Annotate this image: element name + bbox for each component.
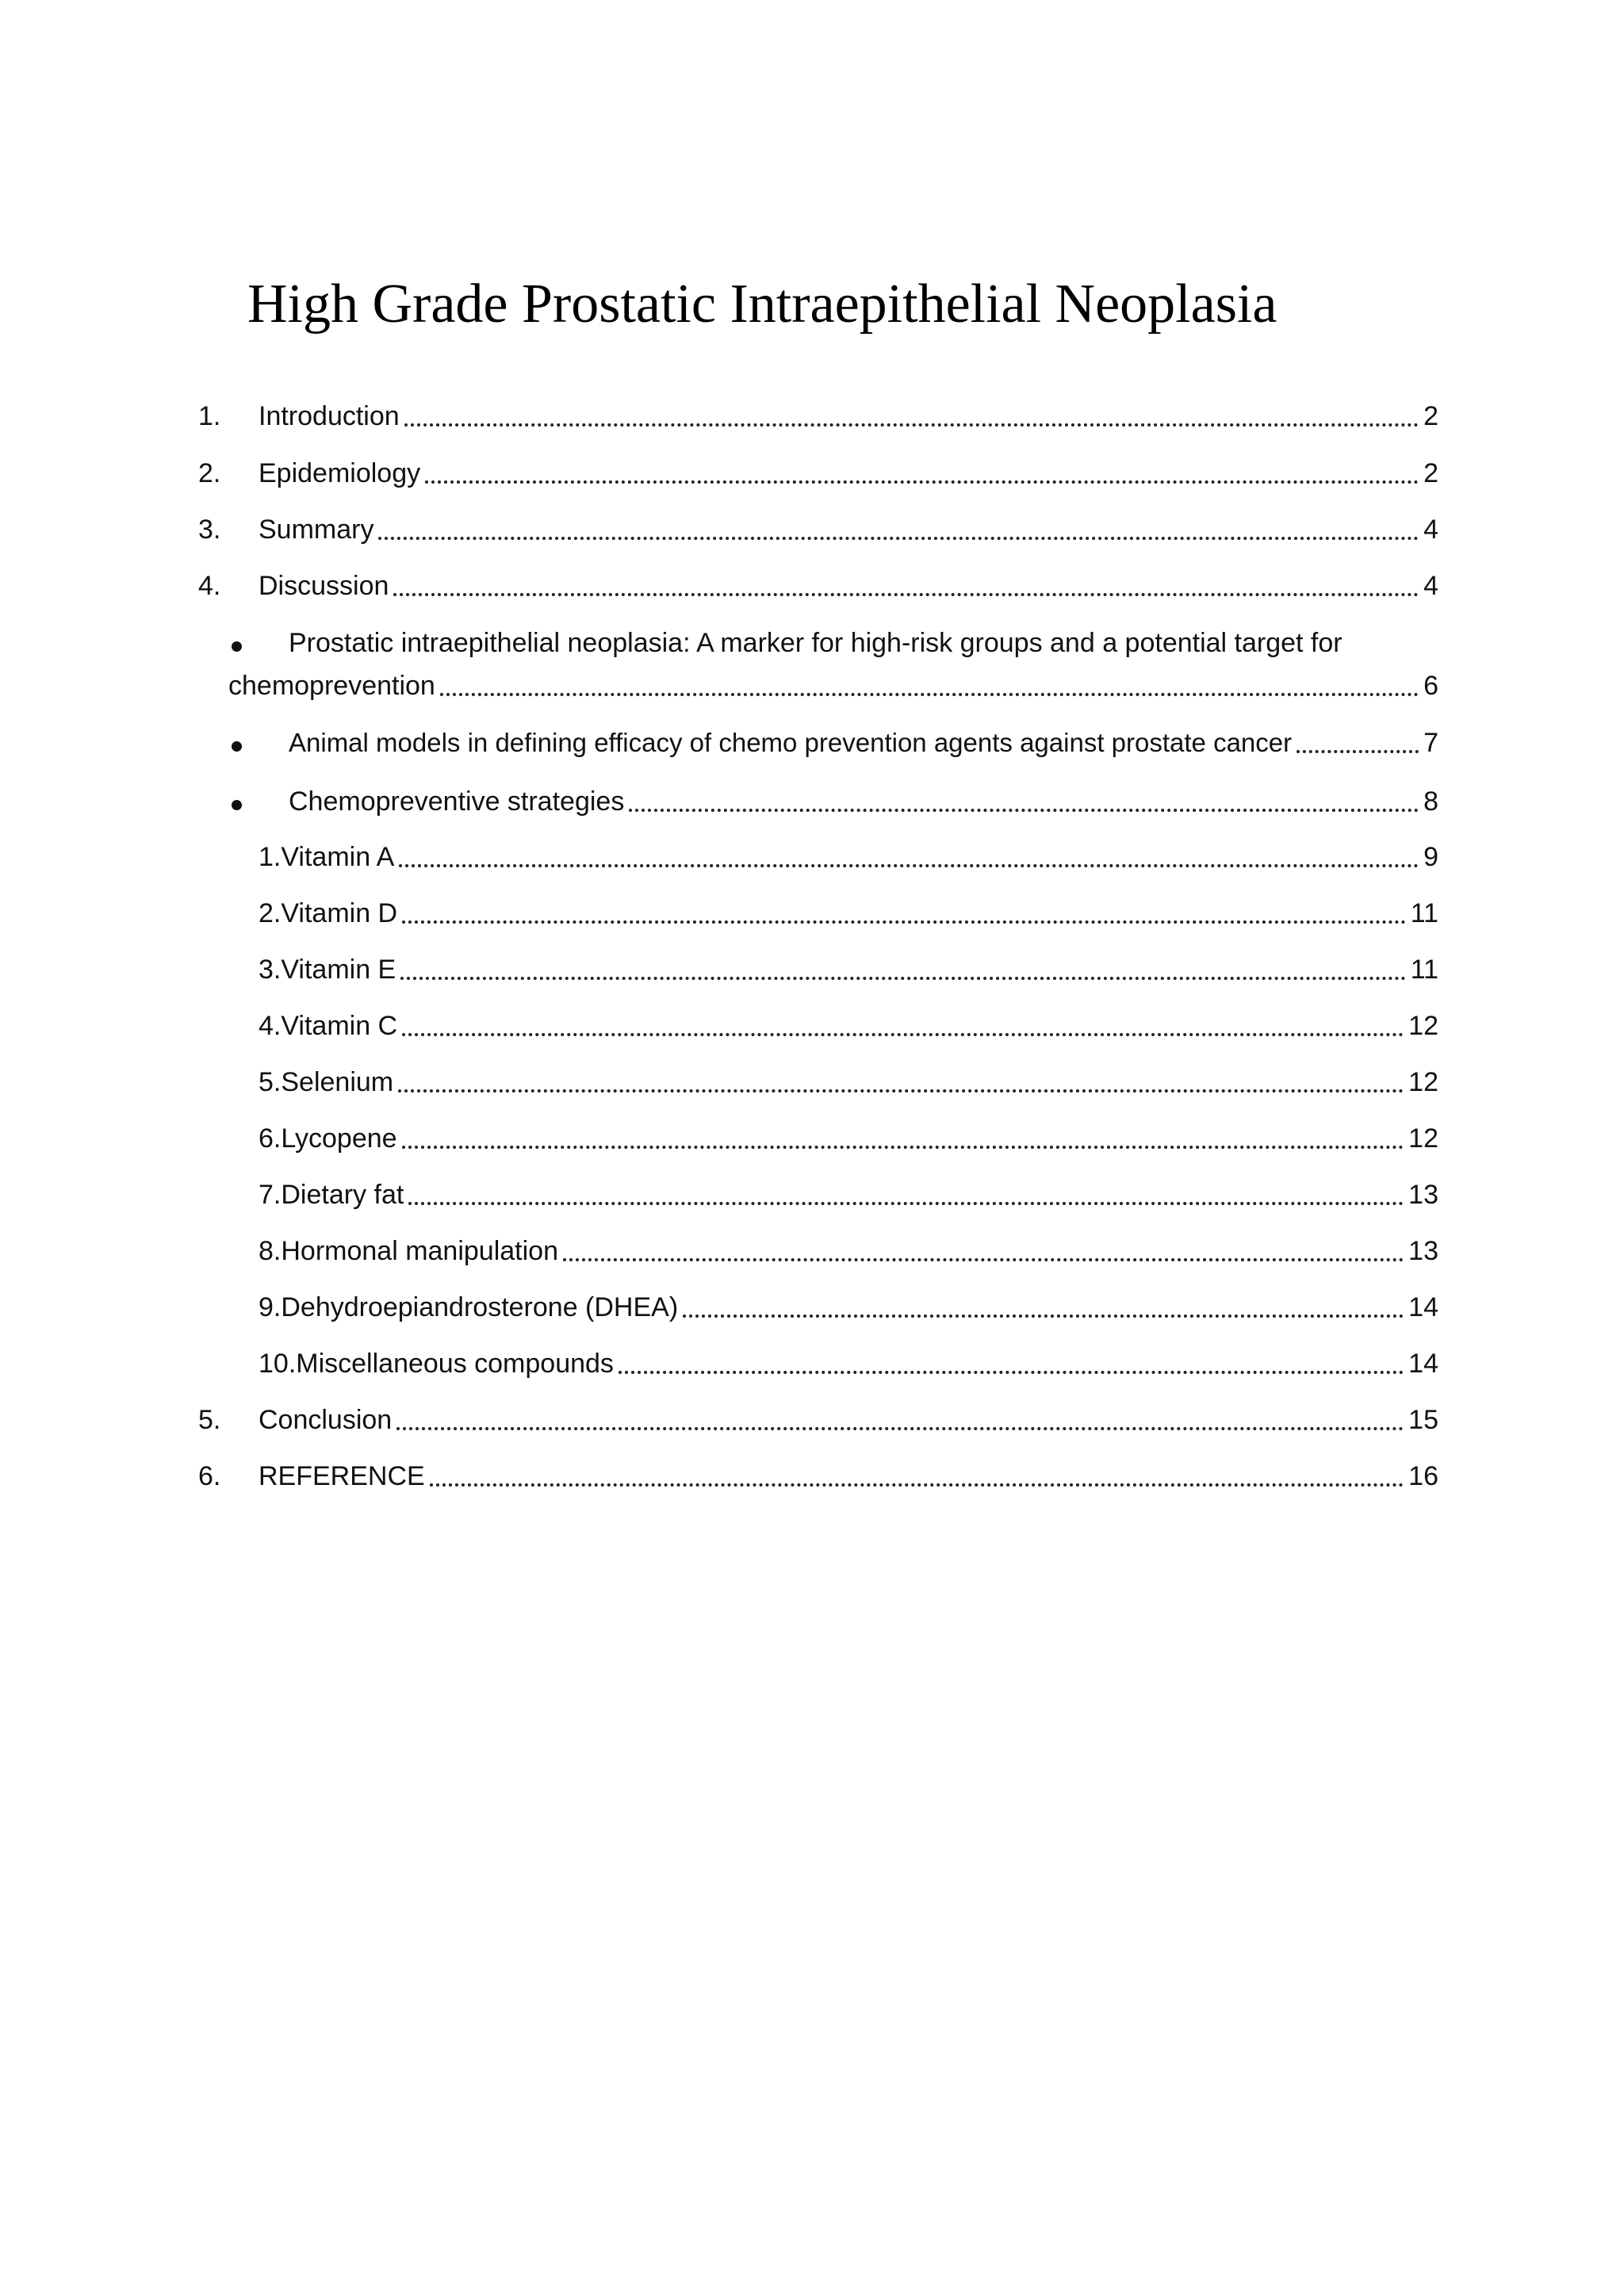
leader-dots [402, 1033, 1404, 1036]
toc-entry-page: 6 [1423, 671, 1438, 701]
toc-entry-label: 10.Miscellaneous compounds [259, 1349, 614, 1379]
toc-entry-page: 4 [1423, 571, 1438, 601]
toc-entry-miscellaneous-compounds[interactable] [0, 1344, 1624, 1383]
document-title: High Grade Prostatic Intraepithelial Neoplasia [247, 274, 1277, 335]
toc-entry-number: 5. [198, 1405, 221, 1435]
toc-entry-label: Introduction [259, 401, 400, 431]
leader-dots [683, 1314, 1404, 1318]
toc-entry-introduction[interactable] [0, 396, 1624, 436]
leader-dots [402, 1146, 1404, 1149]
toc-entry-page: 15 [1408, 1405, 1438, 1435]
toc-entry-label: Conclusion [259, 1405, 393, 1435]
toc-entry-label-line2: chemoprevention [228, 671, 435, 701]
leader-dots [400, 977, 1405, 980]
leader-dots [398, 1089, 1404, 1093]
leader-dots [619, 1371, 1404, 1374]
toc-entry-discussion[interactable] [0, 566, 1624, 606]
toc-entry-number: 2. [198, 458, 221, 488]
toc-entry-page: 11 [1410, 955, 1438, 985]
toc-entry-page: 2 [1423, 401, 1438, 431]
toc-entry-page: 9 [1423, 842, 1438, 872]
toc-entry-page: 14 [1408, 1292, 1438, 1322]
toc-entry-dietary-fat[interactable] [0, 1175, 1624, 1215]
leader-dots [402, 920, 1406, 924]
toc-entry-label: Animal models in defining efficacy of chemo prevention agents against prostate cancer [289, 728, 1293, 757]
toc-entry-number: 3. [198, 515, 221, 545]
toc-entry-lycopene[interactable] [0, 1119, 1624, 1158]
leader-dots [1297, 750, 1419, 753]
leader-dots [425, 480, 1419, 484]
leader-dots [440, 693, 1419, 696]
toc-entry-hormonal-manipulation[interactable] [0, 1231, 1624, 1271]
toc-entry-conclusion[interactable] [0, 1400, 1624, 1440]
leader-dots [408, 1202, 1404, 1205]
toc-entry-page: 14 [1408, 1349, 1438, 1379]
toc-entry-label: Chemopreventive strategies [289, 786, 625, 817]
toc-entry-page: 12 [1408, 1011, 1438, 1041]
toc-entry-page: 8 [1423, 786, 1438, 817]
toc-entry-vitamin-c[interactable] [0, 1006, 1624, 1046]
toc-entry-page: 12 [1408, 1123, 1438, 1154]
toc-entry-vitamin-e[interactable] [0, 950, 1624, 989]
toc-entry-label: 5.Selenium [259, 1067, 394, 1097]
bullet-icon [232, 723, 242, 763]
bullet-icon [232, 623, 242, 663]
toc-entry-number: 6. [198, 1461, 221, 1491]
toc-entry-label: 3.Vitamin E [259, 955, 396, 985]
leader-dots [629, 809, 1419, 812]
toc-entry-label: 8.Hormonal manipulation [259, 1236, 558, 1266]
toc-entry-label: 2.Vitamin D [259, 898, 398, 928]
leader-dots [378, 537, 1419, 540]
leader-dots [399, 864, 1419, 867]
toc-entry-reference[interactable] [0, 1456, 1624, 1496]
toc-entry-chemopreventive-strategies[interactable] [0, 782, 1624, 821]
toc-entry-number: 4. [198, 571, 221, 601]
toc-entry-page: 13 [1408, 1236, 1438, 1266]
toc-entry-page: 13 [1408, 1180, 1438, 1210]
toc-entry-page: 11 [1410, 898, 1438, 928]
toc-entry-page: 12 [1408, 1067, 1438, 1097]
toc-entry-label: Epidemiology [259, 458, 421, 488]
toc-entry-animal-models[interactable] [0, 723, 1624, 763]
toc-entry-page: 7 [1423, 728, 1438, 758]
toc-entry-selenium[interactable] [0, 1062, 1624, 1102]
toc-entry-label: 7.Dietary fat [259, 1180, 404, 1210]
toc-entry-page: 2 [1423, 458, 1438, 488]
toc-entry-number: 1. [198, 401, 221, 431]
toc-entry-vitamin-a[interactable] [0, 837, 1624, 877]
toc-entry-label: Summary [259, 515, 374, 545]
bullet-icon [232, 782, 242, 821]
toc-entry-label: REFERENCE [259, 1461, 425, 1491]
toc-entry-epidemiology[interactable] [0, 453, 1624, 493]
toc-entry-label-line1: Prostatic intraepithelial neoplasia: A marker for high-risk groups and a potential target for [289, 628, 1342, 658]
toc-entry-label: 1.Vitamin A [259, 842, 395, 872]
toc-entry-summary[interactable] [0, 510, 1624, 549]
leader-dots [563, 1258, 1404, 1261]
toc-entry-vitamin-d[interactable] [0, 894, 1624, 933]
toc-entry-label: 9.Dehydroepiandrosterone (DHEA) [259, 1292, 679, 1322]
leader-dots [393, 593, 1419, 596]
toc-entry-label: 6.Lycopene [259, 1123, 397, 1154]
leader-dots [404, 423, 1419, 427]
toc-entry-pin-marker[interactable] [0, 623, 1624, 710]
toc-entry-label: Discussion [259, 571, 389, 601]
toc-entry-dhea[interactable] [0, 1288, 1624, 1327]
leader-dots [430, 1483, 1404, 1487]
toc-entry-page: 4 [1423, 515, 1438, 545]
leader-dots [396, 1427, 1404, 1430]
toc-entry-label: 4.Vitamin C [259, 1011, 398, 1041]
toc-entry-page: 16 [1408, 1461, 1438, 1491]
